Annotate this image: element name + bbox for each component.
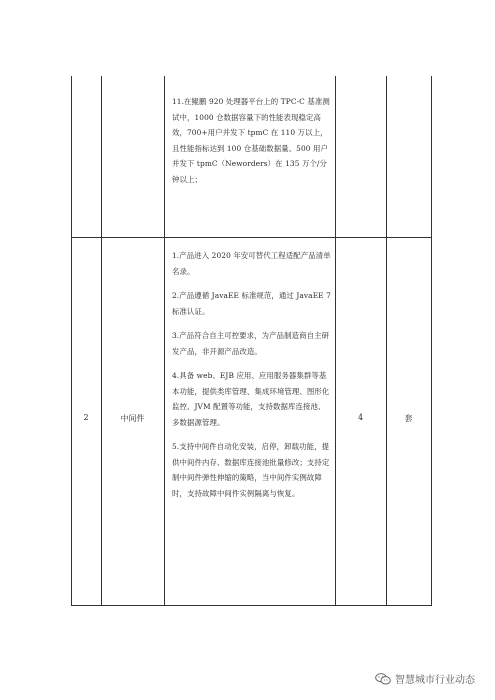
row2-spec-1: 1.产品进入 2020 年安可替代工程适配产品清单名录。 [172, 251, 331, 276]
column-divider-2 [164, 76, 165, 606]
specification-table [71, 76, 432, 606]
row2-spec-2: 2.产品遵循 JavaEE 标准规范，通过 JavaEE 7 标准认证。 [172, 291, 331, 316]
row2-index: 2 [83, 413, 89, 422]
row1-spec-text: 11.在鲲鹏 920 处理器平台上的 TPC-C 基准测试中，1000 仓数据容量下的性能表现稳定高效，700+用户并发下 tpmC 在 110 万以上，且性能指标达到 100 仓基础数据量、500 用户并发下 tpmC（Neworders）在 135 万个/分钟以上； [172, 97, 330, 184]
table-border-right [431, 76, 432, 606]
column-divider-1 [101, 76, 102, 606]
row2-quantity: 4 [357, 413, 364, 422]
row2-spec-4: 4.具备 web、EJB 应用、应用服务器集群等基本功能，提供类库管理、集成环境管理、图形化监控、JVM 配置等功能，支持数据库连接池、多数据源管理。 [172, 371, 330, 427]
row2-spec-cell [172, 248, 332, 510]
row2-item-name: 中间件 [120, 414, 145, 423]
watermark-text: 智慧城市行业动态 [395, 675, 475, 686]
table-border-bottom [71, 605, 432, 606]
row1-spec-cell [172, 94, 332, 196]
column-divider-3 [335, 76, 336, 606]
wechat-icon [375, 673, 391, 685]
watermark [375, 671, 475, 686]
table-border-left [71, 76, 72, 606]
column-divider-4 [386, 76, 387, 606]
row2-spec-3: 3.产品符合自主可控要求，为产品制造商自主研发产品，非开源产品改造。 [172, 331, 330, 356]
row-divider [71, 237, 432, 238]
row2-unit: 套 [404, 414, 413, 423]
row2-spec-5: 5.支持中间件自动化安装，启停，卸载功能，提供中间件内存、数据库连接池批量修改；支持定制中间件弹性伸缩的策略，当中间件实例故障时，支持故障中间件实例隔离与恢复。 [172, 442, 330, 498]
